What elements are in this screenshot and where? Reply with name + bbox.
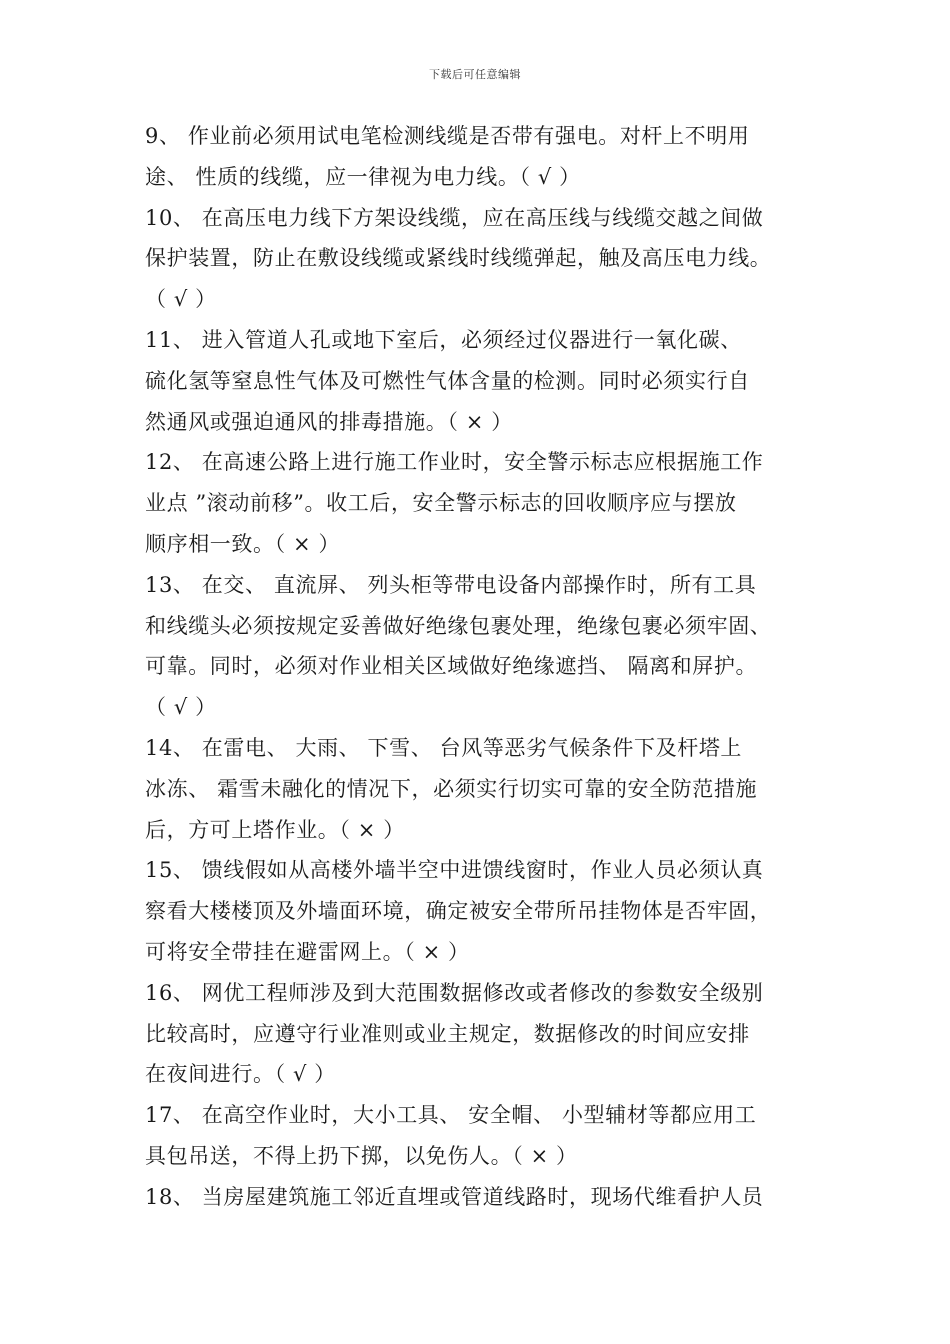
page-header: 下载后可任意编辑 — [429, 68, 521, 81]
text-line: 途、 性质的线缆，应一律视为电力线。（ √ ） — [145, 164, 581, 189]
text-line: 比较高时，应遵守行业准则或业主规定，数据修改的时间应安排 — [145, 1021, 750, 1046]
text-line: 16、 网优工程师涉及到大范围数据修改或者修改的参数安全级别 — [145, 980, 764, 1005]
text-line: 13、 在交、 直流屏、 列头柜等带电设备内部操作时，所有工具 — [145, 572, 757, 597]
text-line: 15、 馈线假如从高楼外墙半空中进馈线窗时，作业人员必须认真 — [145, 858, 764, 883]
text-line: 14、 在雷电、 大雨、 下雪、 台风等恶劣气候条件下及杆塔上 — [145, 735, 743, 760]
text-line: 17、 在高空作业时，大小工具、 安全帽、 小型辅材等都应用工 — [145, 1103, 757, 1128]
text-line: 保护装置，防止在敷设线缆或紧线时线缆弹起，触及高压电力线。 — [145, 246, 772, 271]
text-line: 后，方可上塔作业。（ × ） — [145, 817, 405, 842]
text-line: 18、 当房屋建筑施工邻近直埋或管道线路时，现场代维看护人员 — [145, 1184, 764, 1209]
text-line: 11、 进入管道人孔或地下室后，必须经过仪器进行一氧化碳、 — [145, 327, 742, 352]
text-line: 冰冻、 霜雪未融化的情况下，必须实行切实可靠的安全防范措施 — [145, 776, 758, 801]
text-line: 察看大楼楼顶及外墙面环境，确定被安全带所吊挂物体是否牢固， — [145, 899, 772, 924]
text-line: 可靠。同时，必须对作业相关区域做好绝缘遮挡、 隔离和屏护。 — [145, 654, 758, 679]
text-line: 业点 ”滚动前移”。收工后，安全警示标志的回收顺序应与摆放 — [145, 491, 737, 516]
text-line: 具包吊送，不得上扔下掷，以免伤人。（ × ） — [145, 1143, 578, 1168]
text-line: 和线缆头必须按规定妥善做好绝缘包裹处理，绝缘包裹必须牢固、 — [145, 613, 772, 638]
text-line: 可将安全带挂在避雷网上。（ × ） — [145, 939, 470, 964]
text-line: 10、 在高压电力线下方架设线缆，应在高压线与线缆交越之间做 — [145, 205, 764, 230]
text-line: 12、 在高速公路上进行施工作业时，安全警示标志应根据施工作 — [145, 450, 764, 475]
text-line: 然通风或强迫通风的排毒措施。（ × ） — [145, 409, 513, 434]
text-line: （ √ ） — [145, 287, 217, 312]
document-body — [145, 116, 835, 1218]
text-line: 硫化氢等窒息性气体及可燃性气体含量的检测。同时必须实行自 — [145, 368, 750, 393]
text-line: （ √ ） — [145, 695, 217, 720]
text-line: 顺序相一致。（ × ） — [145, 531, 341, 556]
text-line: 在夜间进行。（ √ ） — [145, 1062, 336, 1087]
text-line: 9、 作业前必须用试电笔检测线缆是否带有强电。对杆上不明用 — [145, 124, 750, 148]
